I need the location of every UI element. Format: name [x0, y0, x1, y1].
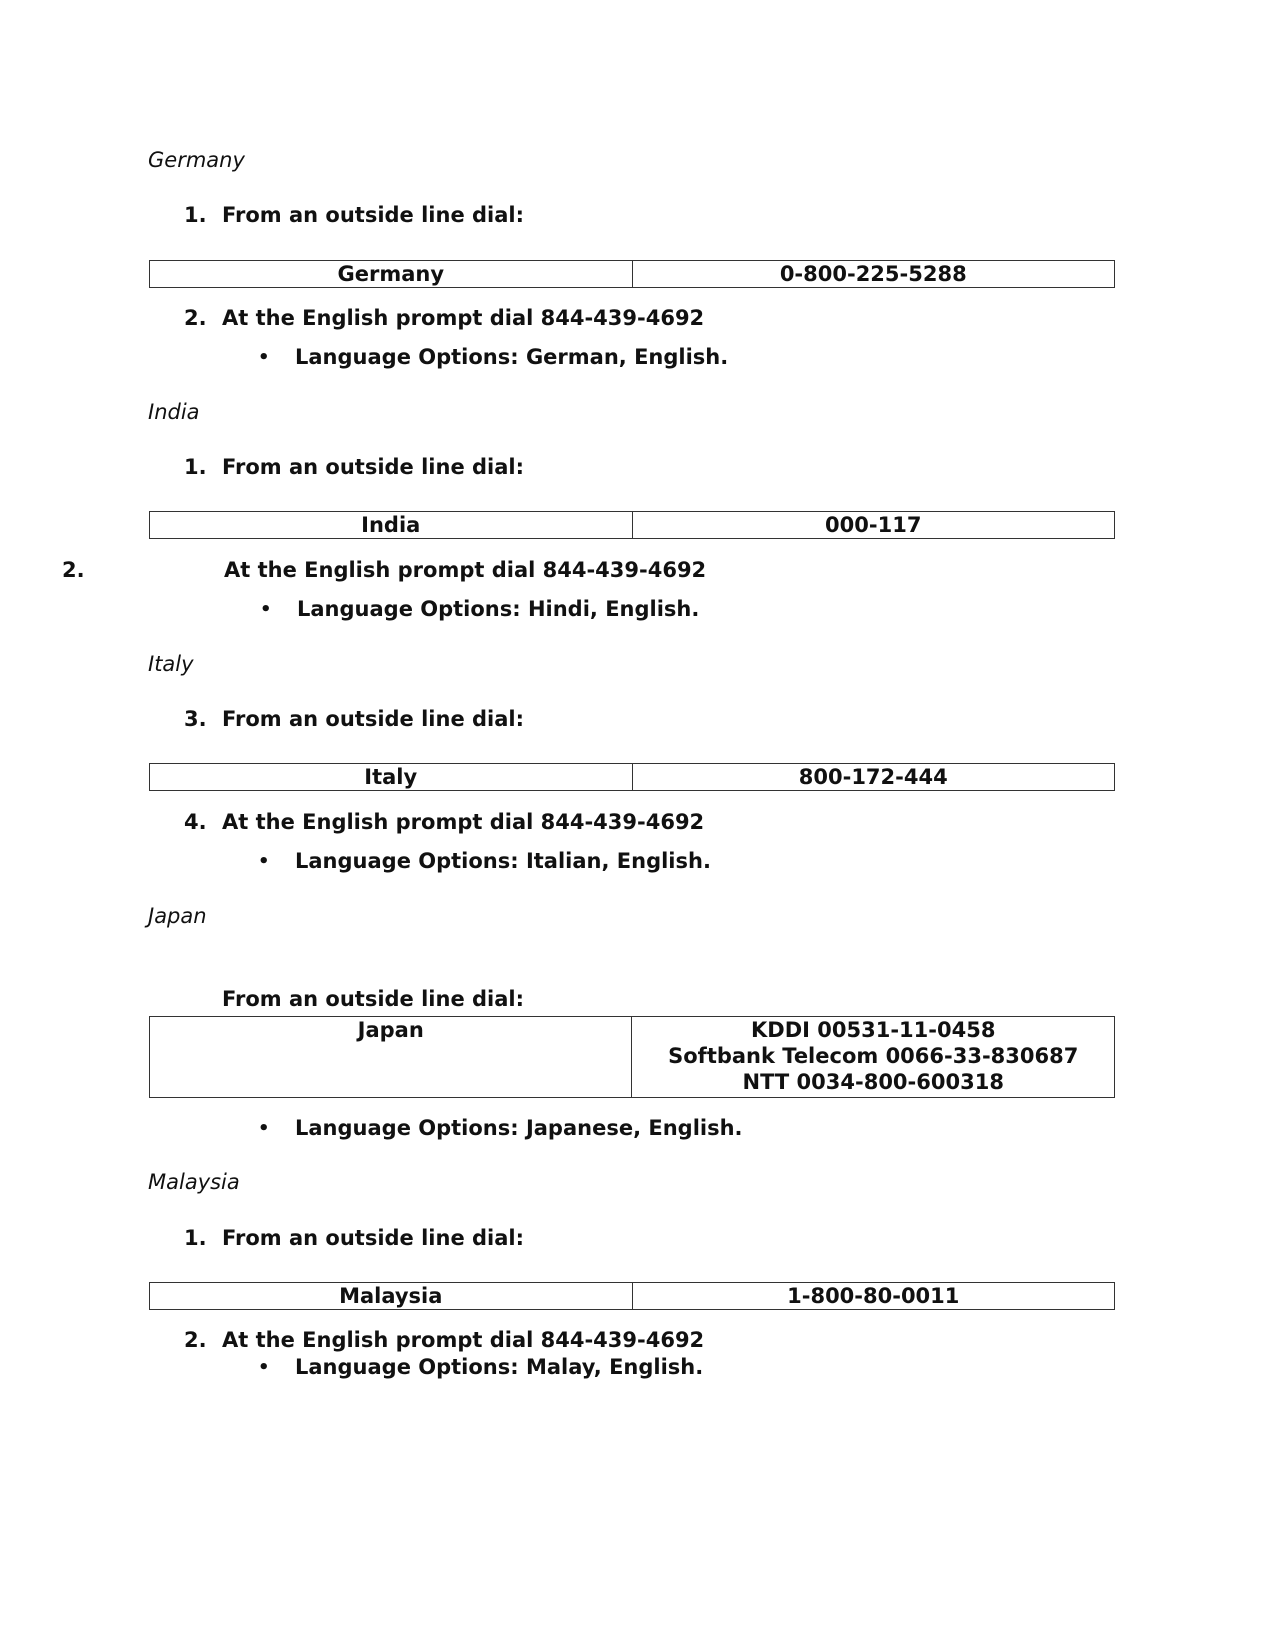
carrier-number-ntt: NTT 0034-800-600318 [742, 1070, 1004, 1094]
table-country-cell: Malaysia [150, 1283, 633, 1310]
country-heading-malaysia: Malaysia [148, 1170, 240, 1194]
table-country-cell: India [150, 512, 633, 539]
dial-table-italy [149, 763, 1115, 791]
bullet-icon: • [258, 347, 270, 368]
language-options: Language Options: Italian, English. [295, 849, 711, 873]
list-number: 2. [184, 306, 207, 330]
bullet-icon: • [258, 1118, 270, 1139]
table-country-cell: Japan [150, 1017, 632, 1098]
instruction-step: At the English prompt dial 844-439-4692 [222, 306, 705, 330]
language-options: Language Options: Japanese, English. [295, 1116, 743, 1140]
table-number-cell: 0-800-225-5288 [632, 261, 1114, 288]
country-heading-japan: Japan [148, 904, 207, 928]
instruction-step: From an outside line dial: [222, 203, 525, 227]
dial-table-japan [149, 1016, 1115, 1098]
list-number: 1. [184, 455, 207, 479]
instruction-step: At the English prompt dial 844-439-4692 [224, 558, 707, 582]
bullet-icon: • [258, 1357, 270, 1378]
dial-table-india [149, 511, 1115, 539]
table-number-cell: 1-800-80-0011 [632, 1283, 1114, 1310]
bullet-icon: • [260, 599, 272, 620]
instruction-step: From an outside line dial: [222, 455, 525, 479]
dial-table-germany [149, 260, 1115, 288]
carrier-number-kddi: KDDI 00531-11-0458 [751, 1018, 996, 1042]
instruction-step: From an outside line dial: [222, 1226, 525, 1250]
country-heading-germany: Germany [148, 148, 245, 172]
table-number-cell: 800-172-444 [632, 764, 1115, 791]
table-country-cell: Germany [150, 261, 633, 288]
language-options: Language Options: Hindi, English. [297, 597, 700, 621]
instruction-step: At the English prompt dial 844-439-4692 [222, 1328, 705, 1352]
list-number: 2. [184, 1328, 207, 1352]
list-number: 1. [184, 203, 207, 227]
instruction-step: From an outside line dial: [222, 707, 525, 731]
list-number: 1. [184, 1226, 207, 1250]
list-number: 4. [184, 810, 207, 834]
table-number-cell: 000-117 [632, 512, 1115, 539]
carrier-number-softbank: Softbank Telecom 0066-33-830687 [668, 1044, 1079, 1068]
instruction-step: At the English prompt dial 844-439-4692 [222, 810, 705, 834]
table-number-cell [632, 1017, 1115, 1098]
table-country-cell: Italy [150, 764, 633, 791]
dial-table-malaysia [149, 1282, 1115, 1310]
language-options: Language Options: Malay, English. [295, 1355, 704, 1379]
country-heading-italy: Italy [148, 652, 194, 676]
bullet-icon: • [258, 851, 270, 872]
country-heading-india: India [148, 400, 200, 424]
instruction-step: From an outside line dial: [222, 987, 525, 1011]
list-number: 3. [184, 707, 207, 731]
list-number: 2. [62, 558, 85, 582]
language-options: Language Options: German, English. [295, 345, 729, 369]
